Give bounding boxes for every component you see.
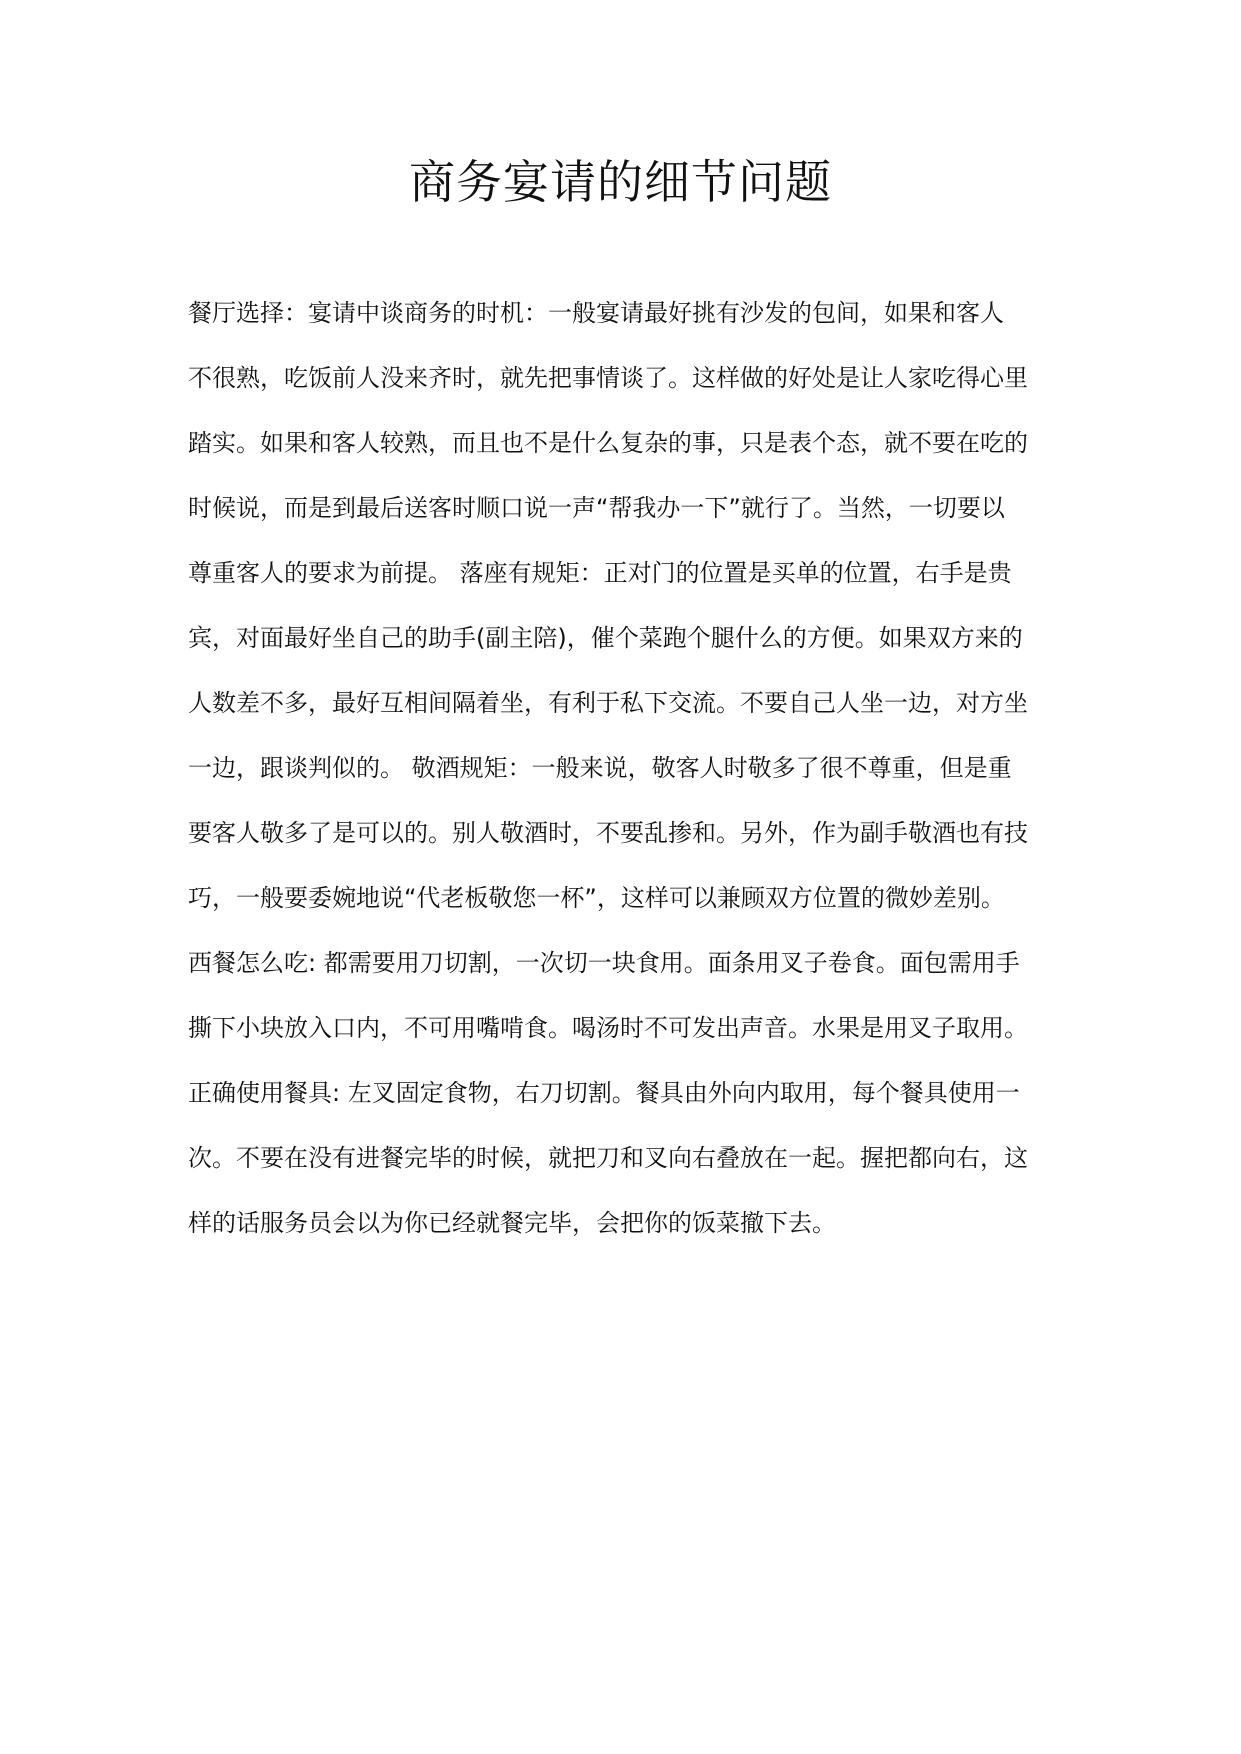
body-line: 宾，对面最好坐自己的助手(副主陪)，催个菜跑个腿什么的方便。如果双方来的	[188, 624, 1023, 652]
body-line: 撕下小块放入口内，不可用嘴啃食。喝汤时不可发出声音。水果是用叉子取用。	[188, 1014, 1028, 1042]
body-line: 时候说，而是到最后送客时顺口说一声“帮我办一下”就行了。当然，一切要以	[188, 494, 1005, 522]
body-line: 正确使用餐具: 左叉固定食物，右刀切割。餐具由外向内取用，每个餐具使用一	[188, 1079, 1020, 1107]
body-line: 巧，一般要委婉地说“代老板敬您一杯”，这样可以兼顾双方位置的微妙差别。	[188, 884, 1005, 912]
body-line: 要客人敬多了是可以的。别人敬酒时，不要乱掺和。另外，作为副手敬酒也有技	[188, 819, 1028, 847]
document-body	[188, 288, 1088, 1263]
document-title: 商务宴请的细节问题	[409, 155, 832, 209]
body-line: 样的话服务员会以为你已经就餐完毕，会把你的饭菜撤下去。	[188, 1209, 836, 1237]
body-line: 餐厅选择：宴请中谈商务的时机：一般宴请最好挑有沙发的包间，如果和客人	[188, 299, 1004, 327]
body-line: 不很熟，吃饭前人没来齐时，就先把事情谈了。这样做的好处是让人家吃得心里	[188, 364, 1028, 392]
body-line: 西餐怎么吃: 都需要用刀切割，一次切一块食用。面条用叉子卷食。面包需用手	[188, 949, 1020, 977]
body-line: 踏实。如果和客人较熟，而且也不是什么复杂的事，只是表个态，就不要在吃的	[188, 429, 1028, 457]
body-line: 人数差不多，最好互相间隔着坐，有利于私下交流。不要自己人坐一边，对方坐	[188, 689, 1028, 717]
body-line: 次。不要在没有进餐完毕的时候，就把刀和叉向右叠放在一起。握把都向右，这	[188, 1144, 1028, 1172]
body-line: 尊重客人的要求为前提。 落座有规矩：正对门的位置是买单的位置，右手是贵	[188, 559, 1012, 587]
body-line: 一边，跟谈判似的。 敬酒规矩：一般来说，敬客人时敬多了很不尊重，但是重	[188, 754, 1012, 782]
